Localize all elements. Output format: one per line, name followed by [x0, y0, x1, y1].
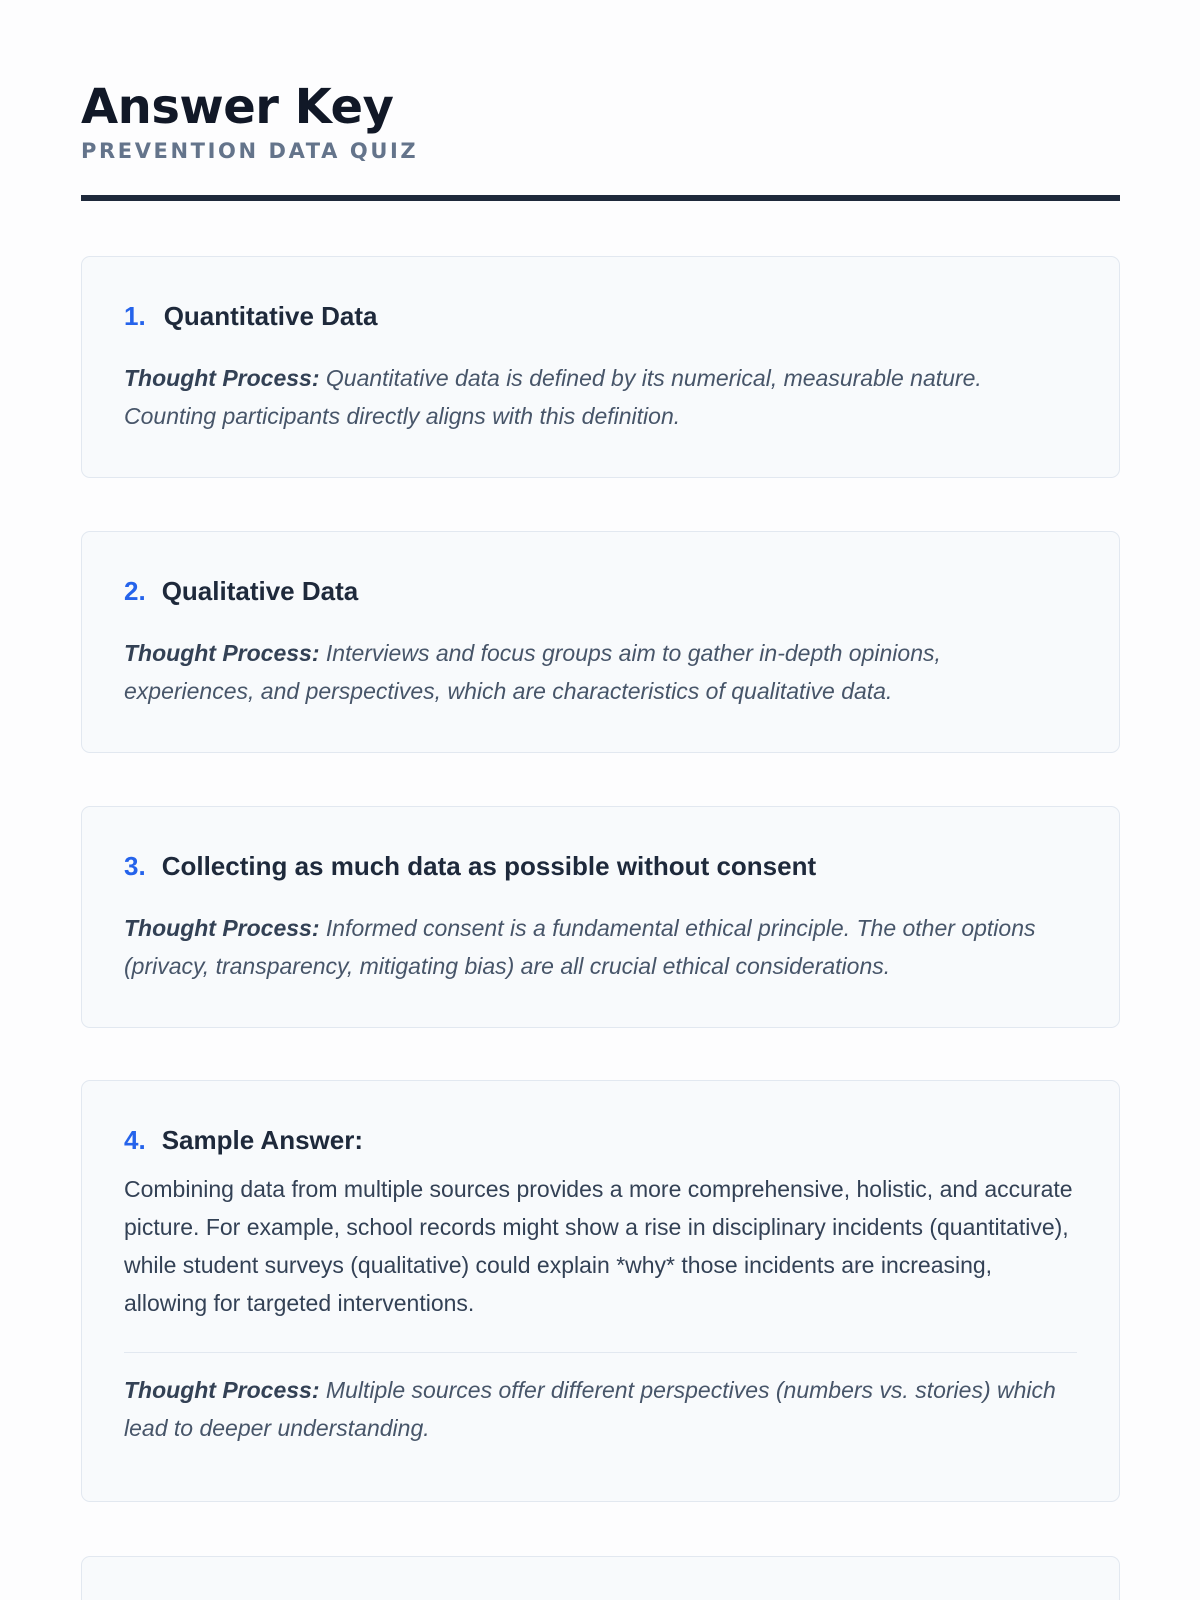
question-number: 3.	[124, 851, 146, 881]
answer-title: Qualitative Data	[161, 576, 359, 606]
thought-process-label: Thought Process:	[124, 1377, 320, 1403]
thought-process-label: Thought Process:	[124, 915, 320, 941]
sample-answer-text: Combining data from multiple sources provides a more comprehensive, holistic, and accurate picture. For example, school records might show a rise in disciplinary incidents (quantitative), while student surveys (qualitative) could explain *why* those incidents are increasing, allowing for targeted interventions.	[124, 1176, 1073, 1316]
page-subtitle: PREVENTION DATA QUIZ	[81, 139, 419, 163]
thought-process-text: Multiple sources offer different perspectives (numbers vs. stories) which lead to deeper understanding.	[124, 1377, 1056, 1441]
header-divider	[81, 195, 1120, 201]
answer-card-1	[81, 256, 1120, 478]
answer-heading	[124, 850, 1077, 882]
answer-heading	[124, 575, 1077, 607]
answer-title: Quantitative Data	[163, 301, 378, 331]
answer-key-page	[81, 0, 1120, 1441]
thought-process-label: Thought Process:	[124, 365, 320, 391]
question-number: 2.	[124, 576, 146, 606]
thought-process	[124, 1371, 1077, 1447]
page-title: Answer Key	[81, 79, 394, 135]
thought-process-text: Informed consent is a fundamental ethical principle. The other options (privacy, transparency, mitigating bias) are all crucial ethical considerations.	[124, 915, 1036, 979]
answer-title: Collecting as much data as possible without consent	[161, 851, 817, 881]
thought-process	[124, 359, 1077, 435]
answer-card-5	[81, 1556, 1120, 1600]
answer-card-4	[81, 1080, 1120, 1502]
answer-card-3	[81, 806, 1120, 1028]
thought-process-label: Thought Process:	[124, 640, 320, 666]
question-number: 4.	[124, 1125, 146, 1155]
thought-process-text: Quantitative data is defined by its numerical, measurable nature. Counting participants directly aligns with this definition.	[124, 365, 982, 429]
answer-title: Sample Answer:	[161, 1125, 364, 1155]
answer-heading	[124, 300, 1077, 332]
question-number: 1.	[124, 301, 146, 331]
answer-heading	[124, 1124, 1077, 1156]
answer-card-2	[81, 531, 1120, 753]
card-divider	[124, 1352, 1077, 1353]
page-header	[81, 0, 1120, 201]
thought-process	[124, 909, 1077, 985]
thought-process-text: Interviews and focus groups aim to gather in-depth opinions, experiences, and perspectives, which are characteristics of qualitative data.	[124, 640, 941, 704]
thought-process	[124, 634, 1077, 710]
